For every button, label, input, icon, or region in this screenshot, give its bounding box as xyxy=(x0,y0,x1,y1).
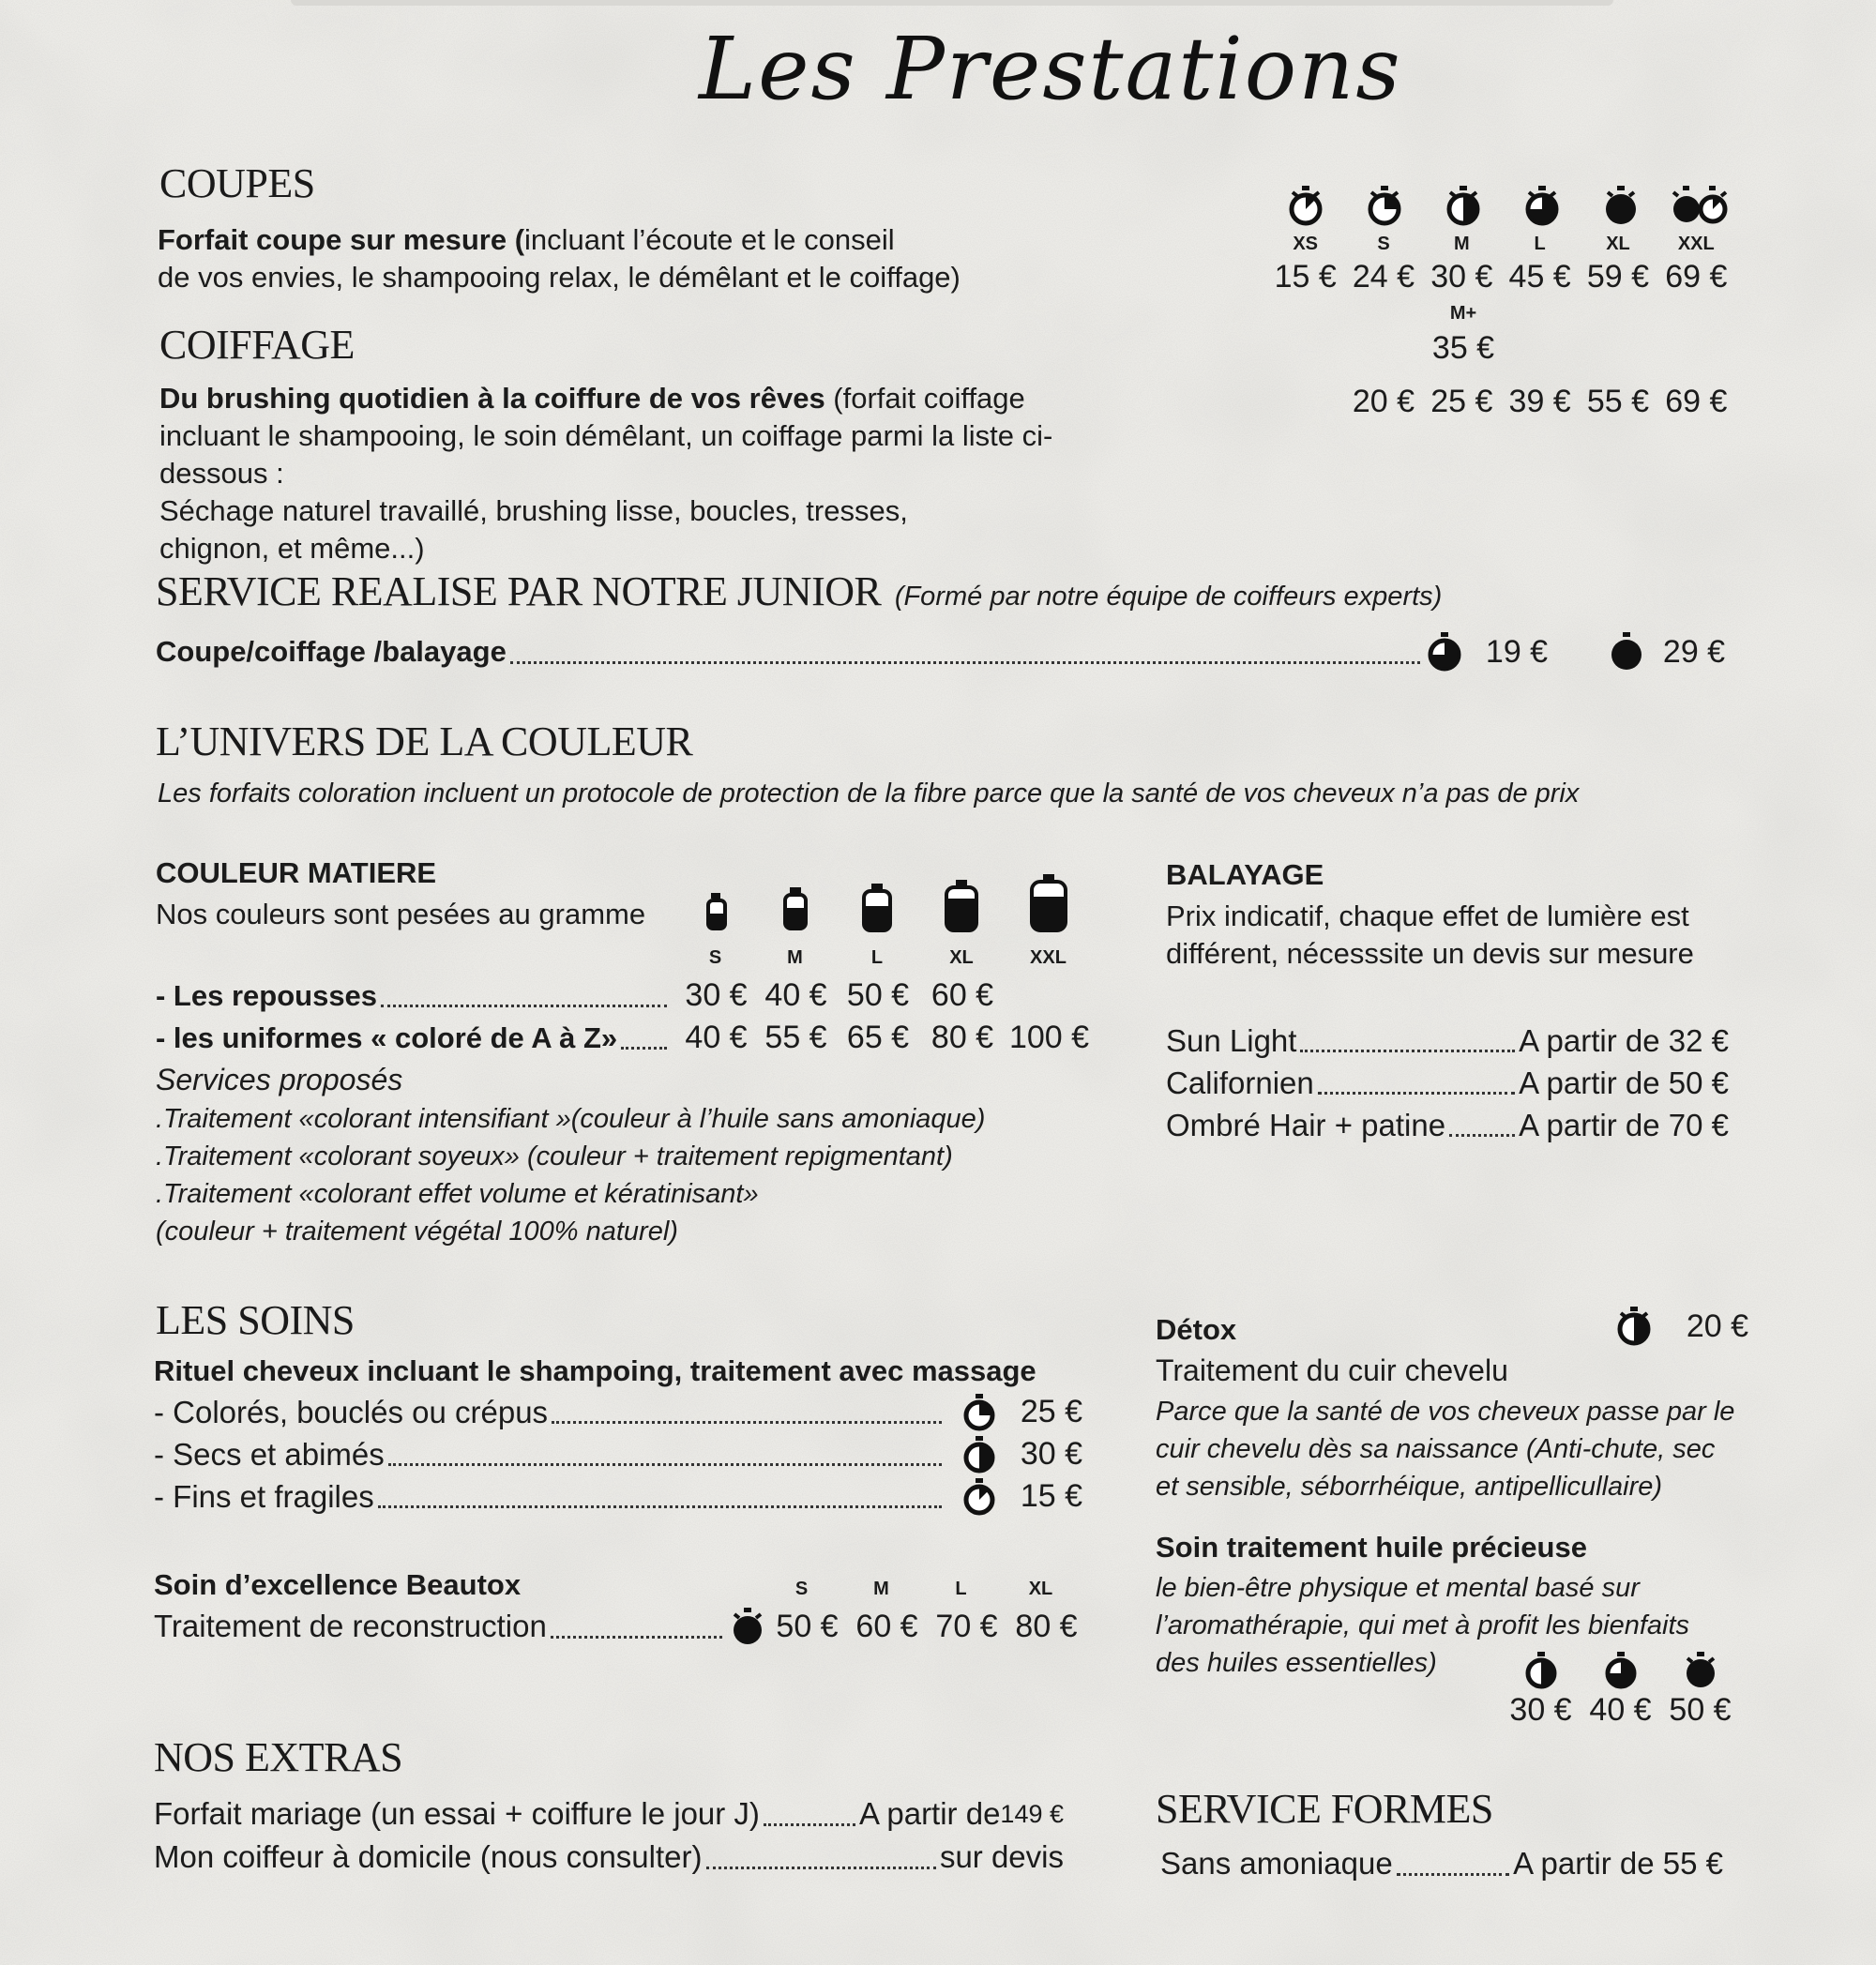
size-m: M xyxy=(1453,234,1470,254)
domicile-label: Mon coiffeur à domicile (nous consulter) xyxy=(154,1839,703,1874)
stopwatch-full-icon xyxy=(1606,631,1647,673)
soin-item-label: - Secs et abimés xyxy=(154,1436,385,1472)
soin-item-label: - Colorés, bouclés ou crépus xyxy=(154,1394,549,1429)
stopwatch-icon xyxy=(1424,631,1465,673)
leader-dots xyxy=(1449,1113,1515,1137)
beautox-price-m: 60 € xyxy=(855,1608,918,1644)
junior-note: (Formé par notre équipe de coiffeurs experts) xyxy=(894,582,1443,612)
uniformes-price-m: 55 € xyxy=(764,1020,827,1055)
couleur-matiere-title: COULEUR MATIERE xyxy=(156,856,437,889)
coupe-price-m-plus: 35 € xyxy=(1431,330,1495,366)
beautox-size-l: L xyxy=(955,1579,967,1599)
service-3: .Traitement «colorant effet volume et kératinisant» xyxy=(156,1179,759,1209)
couleur-size-s: S xyxy=(708,947,722,968)
leader-dots xyxy=(1300,1029,1515,1052)
beautox-row xyxy=(154,1607,1086,1646)
size-l: L xyxy=(1534,234,1546,254)
leader-dots xyxy=(1318,1071,1515,1095)
coiffage-heading: COIFFAGE xyxy=(159,322,355,368)
coiffage-desc-bold: Du brushing quotidien à la coiffure de vos rêves xyxy=(159,382,825,415)
stopwatch-full-icon xyxy=(728,1607,767,1646)
stopwatch-full-icon xyxy=(1660,1651,1740,1690)
coupe-price-xl: 59 € xyxy=(1586,259,1650,295)
stopwatch-xs-icon xyxy=(1266,183,1345,228)
coupe-price-xs: 15 € xyxy=(1274,259,1337,295)
detox-desc-2: cuir chevelu dès sa naissance (Anti-chute, sec xyxy=(1156,1434,1716,1464)
huile-desc-3: des huiles essentielles) xyxy=(1156,1648,1437,1678)
bottle-icons-row xyxy=(675,872,1093,932)
formes-price: A partir de 55 € xyxy=(1513,1846,1723,1881)
couleur-intro: Les forfaits coloration incluent un protocole de protection de la fibre parce que la santé de vos cheveux n’a pas de prix xyxy=(158,778,1580,809)
uniformes-row xyxy=(156,1020,1094,1056)
detox-desc-1: Parce que la santé de vos cheveux passe par le xyxy=(1156,1397,1735,1427)
leader-dots xyxy=(764,1803,855,1826)
detox-desc-3: et sensible, séborrhéique, antipellicullaire) xyxy=(1156,1472,1663,1502)
detox-price-row xyxy=(1613,1306,1748,1347)
repousses-price-xl: 60 € xyxy=(930,977,994,1013)
beautox-price-xl: 80 € xyxy=(1015,1608,1078,1644)
leader-dots xyxy=(388,1443,942,1466)
stopwatch-icon xyxy=(961,1393,998,1432)
junior-price-2: 29 € xyxy=(1662,633,1726,670)
coupes-desc-1: incluant l’écoute et le conseil xyxy=(524,223,895,256)
huile-price-grid xyxy=(1501,1651,1740,1729)
balayage-item xyxy=(1166,1020,1729,1062)
stopwatch-icon xyxy=(1581,1651,1660,1690)
balayage-description xyxy=(1166,898,1694,973)
huile-desc-1: le bien-être physique et mental basé sur xyxy=(1156,1573,1640,1603)
coupes-heading: COUPES xyxy=(159,160,315,206)
stopwatch-icon xyxy=(961,1477,998,1517)
domicile-row xyxy=(154,1839,1064,1875)
services-list xyxy=(156,1100,985,1250)
coiffage-price-l: 39 € xyxy=(1508,384,1571,419)
formes-item: Sans amoniaque xyxy=(1160,1846,1393,1881)
uniformes-price-s: 40 € xyxy=(685,1020,748,1055)
uniformes-label: - les uniformes « coloré de A à Z» xyxy=(156,1020,618,1054)
leader-dots xyxy=(552,1400,942,1424)
mariage-row xyxy=(154,1796,1064,1832)
couleur-size-m: M xyxy=(787,947,803,968)
coiffage-desc-4: chignon, et même...) xyxy=(159,532,425,565)
formes-row xyxy=(1160,1846,1723,1882)
leader-dots xyxy=(381,984,667,1007)
stopwatch-s-icon xyxy=(1345,183,1424,228)
couleur-size-l: L xyxy=(870,947,884,968)
coupe-price-s: 24 € xyxy=(1352,259,1415,295)
soin-item xyxy=(154,1433,1082,1475)
coiffage-price-xl: 55 € xyxy=(1586,384,1650,419)
balayage-desc-2: différent, nécesssite un devis sur mesure xyxy=(1166,937,1694,970)
size-xxl: XXL xyxy=(1677,234,1715,254)
soin-item-label: - Fins et fragiles xyxy=(154,1478,374,1514)
balayage-desc-1: Prix indicatif, chaque effet de lumière est xyxy=(1166,899,1689,932)
repousses-label: - Les repousses xyxy=(156,978,378,1012)
detox-description xyxy=(1156,1393,1734,1505)
coiffage-desc-3: Séchage naturel travaillé, brushing lisse, boucles, tresses, xyxy=(159,494,908,527)
soin-item-price: 15 € xyxy=(1020,1478,1082,1514)
stopwatch-m-icon xyxy=(1424,183,1503,228)
service-4: (couleur + traitement végétal 100% naturel) xyxy=(156,1217,678,1247)
services-title: Services proposés xyxy=(156,1063,403,1096)
formes-heading: SERVICE FORMES xyxy=(1156,1786,1493,1832)
balayage-list xyxy=(1166,1020,1729,1146)
soins-list xyxy=(154,1391,1082,1518)
balayage-item xyxy=(1166,1104,1729,1146)
couleur-matiere-sub: Nos couleurs sont pesées au gramme xyxy=(156,898,646,930)
couleur-heading: L’UNIVERS DE LA COULEUR xyxy=(156,718,693,764)
leader-dots xyxy=(621,1026,667,1050)
coiffage-description xyxy=(159,380,1144,567)
coupe-price-m: 30 € xyxy=(1430,259,1493,295)
uniformes-price-xl: 80 € xyxy=(930,1020,994,1055)
couleur-size-row xyxy=(675,947,1093,969)
size-xs: XS xyxy=(1293,234,1318,254)
mariage-prefix: A partir de xyxy=(859,1796,1001,1831)
stopwatch-xxl-icon xyxy=(1660,183,1739,228)
soin-item xyxy=(154,1475,1082,1518)
coiffage-price-s: 20 € xyxy=(1352,384,1415,419)
bottle-m-icon xyxy=(755,876,835,932)
bottle-l-icon xyxy=(835,876,919,932)
balayage-item-label: Sun Light xyxy=(1166,1022,1297,1058)
coupe-price-l: 45 € xyxy=(1508,259,1571,295)
top-edge xyxy=(291,0,1613,6)
balayage-item-price: A partir de 32 € xyxy=(1519,1022,1729,1058)
soin-item xyxy=(154,1391,1082,1433)
service-1: .Traitement «colorant intensifiant »(couleur à l’huile sans amoniaque) xyxy=(156,1104,986,1134)
coupes-desc-bold: Forfait coupe sur mesure ( xyxy=(158,223,525,256)
coiffage-desc-1: (forfait coiffage xyxy=(825,382,1025,415)
leader-dots xyxy=(1397,1852,1509,1876)
beautox-item-label: Traitement de reconstruction xyxy=(154,1609,547,1643)
coiffage-price-xxl: 69 € xyxy=(1665,384,1728,419)
beautox-size-m: M xyxy=(873,1579,889,1599)
soins-heading: LES SOINS xyxy=(156,1297,355,1343)
repousses-row xyxy=(156,977,1094,1014)
huile-price-1: 30 € xyxy=(1509,1692,1572,1728)
stopwatch-icon xyxy=(1613,1306,1655,1347)
bottle-xxl-icon xyxy=(1004,872,1093,932)
detox-sub: Traitement du cuir chevelu xyxy=(1156,1353,1508,1387)
beautox-size-xl: XL xyxy=(1028,1579,1053,1599)
uniformes-price-xxl: 100 € xyxy=(1008,1020,1090,1055)
extras-heading: NOS EXTRAS xyxy=(154,1734,403,1780)
beautox-size-row xyxy=(762,1579,1081,1600)
balayage-item-label: Ombré Hair + patine xyxy=(1166,1107,1446,1142)
rituel-title: Rituel cheveux incluant le shampoing, traitement avec massage xyxy=(154,1354,1036,1387)
coiffage-price-m: 25 € xyxy=(1430,384,1493,419)
beautox-size-s: S xyxy=(794,1579,809,1599)
leader-dots xyxy=(551,1615,722,1639)
balayage-item xyxy=(1166,1062,1729,1104)
junior-item-row xyxy=(156,631,1741,673)
uniformes-price-l: 65 € xyxy=(846,1020,910,1055)
junior-heading: SERVICE REALISE PAR NOTRE JUNIOR xyxy=(156,568,882,614)
size-s: S xyxy=(1377,234,1390,254)
balayage-item-label: Californien xyxy=(1166,1065,1314,1100)
couleur-size-xxl: XXL xyxy=(1030,947,1067,968)
mariage-label: Forfait mariage (un essai + coiffure le jour J) xyxy=(154,1796,760,1831)
stopwatch-l-icon xyxy=(1503,183,1581,228)
beautox-price-s: 50 € xyxy=(776,1608,839,1644)
size-m-plus: M+ xyxy=(1449,303,1477,324)
page-title: Les Prestations xyxy=(699,19,1402,119)
beautox-price-l: 70 € xyxy=(935,1608,998,1644)
stopwatch-icon xyxy=(961,1435,998,1474)
detox-price: 20 € xyxy=(1686,1307,1748,1344)
huile-price-2: 40 € xyxy=(1589,1692,1652,1728)
stopwatch-icon xyxy=(1501,1651,1581,1690)
repousses-price-s: 30 € xyxy=(685,977,748,1013)
leader-dots xyxy=(706,1846,936,1869)
repousses-price-m: 40 € xyxy=(764,977,827,1013)
bottle-xl-icon xyxy=(919,876,1004,932)
service-2: .Traitement «colorant soyeux» (couleur + traitement repigmentant) xyxy=(156,1141,953,1171)
balayage-item-price: A partir de 70 € xyxy=(1519,1107,1729,1142)
junior-heading-row xyxy=(156,567,1442,615)
coupes-size-grid xyxy=(1266,183,1735,420)
balayage-item-price: A partir de 50 € xyxy=(1519,1065,1729,1100)
size-xl: XL xyxy=(1606,234,1630,254)
huile-desc-2: l’aromathérapie, qui met à profit les bienfaits xyxy=(1156,1610,1690,1640)
mariage-price: 149 € xyxy=(1000,1799,1064,1828)
huile-title: Soin traitement huile précieuse xyxy=(1156,1531,1587,1564)
coupes-desc-2: de vos envies, le shampooing relax, le démêlant et le coiffage) xyxy=(158,261,961,294)
leader-dots xyxy=(378,1485,942,1508)
coiffage-desc-2: incluant le shampooing, le soin démêlant, un coiffage parmi la liste ci-dessous : xyxy=(159,419,1053,490)
soin-item-price: 25 € xyxy=(1020,1394,1082,1429)
repousses-price-l: 50 € xyxy=(846,977,910,1013)
coupe-price-xxl: 69 € xyxy=(1665,259,1728,295)
junior-price-1: 19 € xyxy=(1485,633,1549,670)
junior-item-label: Coupe/coiffage /balayage xyxy=(156,635,507,668)
huile-price-3: 50 € xyxy=(1669,1692,1732,1728)
beautox-title: Soin d’excellence Beautox xyxy=(154,1568,522,1601)
leader-dots xyxy=(510,641,1420,664)
balayage-title: BALAYAGE xyxy=(1166,858,1324,891)
domicile-price: sur devis xyxy=(939,1839,1064,1874)
detox-title: Détox xyxy=(1156,1313,1237,1346)
coupes-description xyxy=(158,221,961,296)
bottle-s-icon xyxy=(675,876,755,932)
soin-item-price: 30 € xyxy=(1020,1436,1082,1472)
stopwatch-xl-icon xyxy=(1581,183,1660,228)
couleur-size-xl: XL xyxy=(949,947,974,968)
